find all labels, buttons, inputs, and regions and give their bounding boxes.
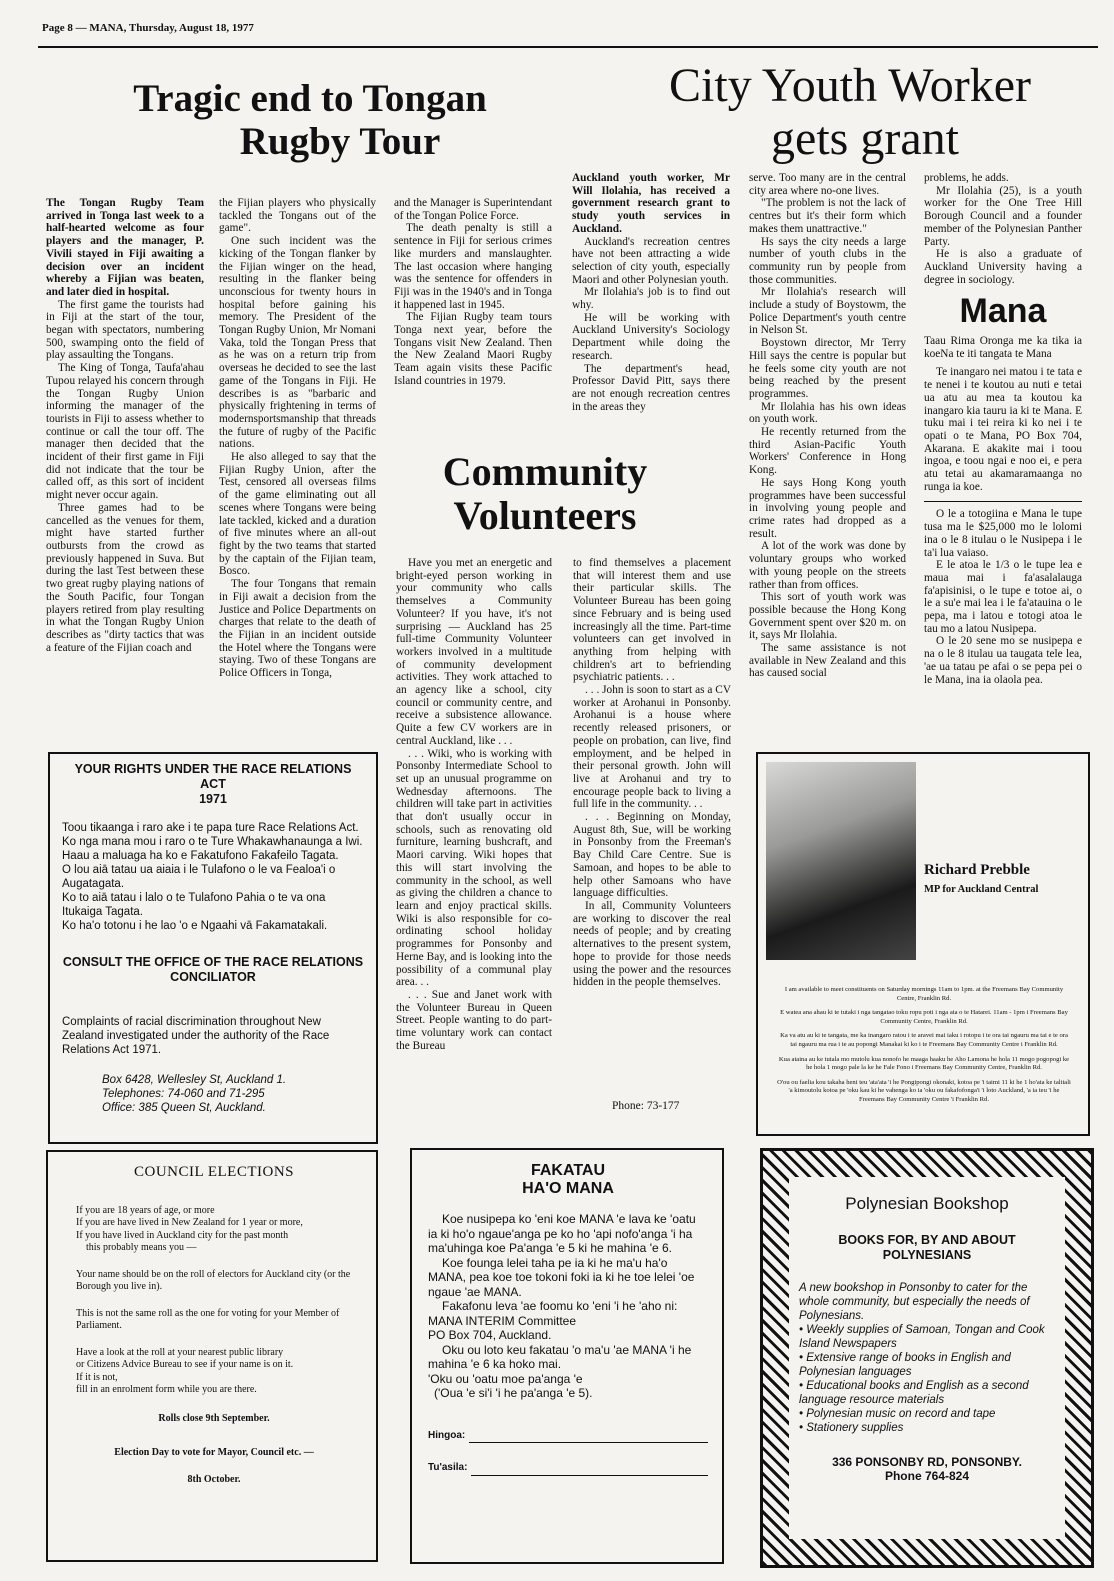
prebble-line: Ka va atu au ki te tangata, me ka inangaro ratou i te aravei mai iaku i rotopu i te ora tai ngauru ma tai e te ora tai ngauru ma rua i te au popongi Manakai ki ko i te Freemans Bay Community Centre i Franklin Rd. (780, 1032, 1068, 1048)
race-line: O lou aiā tatau ua aiaia i le Tulafono o le va Fealoa'i o Augatagata. (62, 864, 336, 890)
bookshop-intro: A new bookshop in Ponsonby to cater for the whole community, but especially the needs of Polynesians. (799, 1282, 1030, 1322)
youth-paragraph: This sort of youth work was possible because the Hong Kong Government spent over $20 m. on it, says Mr Ilolahia. (749, 591, 906, 642)
community-headline-line2: Volunteers (453, 493, 637, 538)
youth-column-2 (749, 172, 906, 680)
youth-paragraph: He is also a graduate of Auckland University having a degree in sociology. (924, 248, 1082, 286)
mana-column (924, 335, 1082, 686)
bookshop-phone: Phone 764-824 (884, 1469, 970, 1483)
youth-paragraph: problems, he adds. (924, 172, 1009, 184)
race-line: Haau a maluaga ha ko e Fakatufono Fakafeilo Tagata. (62, 850, 339, 862)
bookshop-address: 336 PONSONBY RD, PONSONBY. (832, 1455, 1022, 1469)
prebble-text (776, 986, 1072, 1105)
youth-paragraph: The department's head, Professor David Pitt, says there are not enough recreation centres in the areas they (572, 362, 730, 413)
tongan-paragraph: the Fijian players who physically tackled the Tongans out of the game". (219, 197, 376, 235)
mana-paragraph: O le 20 sene mo se nusipepa e na o le 8 itulau ua taugata tele lea, 'ae ua tatau pe afai o se pepa pei o le Mana, ina ia olaola pea. (924, 635, 1082, 686)
youth-paragraph: Mr Ilolahia has his own ideas on youth work. (749, 400, 906, 426)
community-paragraph: . . . Beginning on Monday, August 8th, Sue, will be working in Ponsonby from the Freeman's Bay Child Care Centre. Sue is Samoan, and hopes to be able to help other Samoans who have language difficulties. (573, 811, 731, 900)
youth-paragraph: The same assistance is not available in New Zealand and this has caused social (749, 642, 906, 680)
bookshop-item: • Weekly supplies of Samoan, Tongan and Cook Island Newspapers (799, 1324, 1045, 1350)
bookshop-item: • Stationery supplies (799, 1422, 904, 1434)
fakatau-title-line1: FAKATAU (530, 1162, 606, 1179)
header-rule (38, 46, 1098, 48)
tongan-paragraph: The four Tongans that remain in Fiji await a decision from the Justice and Police Departments on charges that relate to the death of the Fijian in an incident outside the Hotel where the Tongans were staying. Two of these Tongans are Police Officers in Tonga, (219, 578, 376, 680)
fakatau-name-field[interactable] (469, 1432, 708, 1443)
youth-headline-line1: City Youth Worker (669, 59, 1031, 112)
race-consult-line2: CONCILIATOR (170, 970, 256, 984)
youth-paragraph: serve. Too many are in the central city area where no-one lives. (749, 172, 906, 197)
community-paragraph: . . . Wiki, who is working with Ponsonby Intermediate School to set up an unusual programme on Wednesday afternoons. The children will take part in activities that don't usually occur in schools, such as renovating old furniture, learning bushcraft, and Maori carving. Wiki hopes that this will start involving the community in the school, as well as giving the children a chance to learn and enjoy practical skills. Wiki is also responsible for co-ordinating school holiday programmes for Ponsonby and Herne Bay, and is looking into the possibility of a communal play area. . . (396, 747, 552, 989)
youth-paragraph: Auckland's recreation centres have not been attracting a wide selection of city youth, especially Maori and other Polynesian youth. (572, 235, 730, 286)
fakatau-address-row (428, 1461, 708, 1476)
fakatau-paragraph: 'Oku ou 'oatu moe pa'anga 'e (428, 1371, 583, 1386)
page-header: Page 8 — MANA, Thursday, August 18, 1977 (42, 22, 254, 34)
fakatau-title (428, 1162, 708, 1198)
community-headline-line1: Community (442, 449, 648, 494)
council-line: this probably means you — (86, 1242, 197, 1253)
council-look: Have a look at the roll at your nearest public library (76, 1346, 284, 1358)
youth-column-1 (572, 172, 730, 413)
mana-paragraph: Taau Rima Oronga me ka tika ia koeNa te iti tangata te Mana (924, 335, 1082, 360)
youth-paragraph: He will be working with Auckland University's Sociology Department while doing the research. (572, 311, 730, 362)
fakatau-name-row (428, 1429, 708, 1444)
youth-paragraph: Mr Ilolahia's research will include a study of Boystowm, the Police Department's youth centre in Nelson St. (749, 286, 906, 337)
community-paragraph: . . . Sue and Janet work with the Volunteer Bureau in Queen Street. People wanting to do part-time voluntary work can contact the Bureau (396, 988, 552, 1052)
council-election-day: Election Day to vote for Mayor, Council etc. — (114, 1447, 314, 1458)
council-notsame: This is not the same roll as the one for voting for your Member of Parliament. (76, 1307, 340, 1331)
mana-title: Mana (959, 292, 1047, 330)
mana-paragraph: Te inangaro nei matou i te tata e te nenei i te koutou au nuti e tetai ua atu au mea ta koutou ka inangaro kia tauru ia ki te Mana. E tuku mai i tei reira ki ko nei i te opati o te Mana, PO Box 704, Akarana. E akakite mai i toou ingoa, e toou ngai e noo ei, e pera atu tetai au akamaramaanga no runga ia koe. (924, 366, 1082, 493)
race-complaints: Complaints of racial discrimination throughout New Zealand investigated under the authority of the Race Relations Act 1971. (62, 1016, 330, 1056)
youth-lead: Auckland youth worker, Mr Will Ilolahia, has received a government research grant to study youth services in Auckland. (572, 172, 730, 235)
race-line: Ko to aiā tatau i lalo o te Tulafono Pahia o te va ona Itukaiga Tagata. (62, 892, 326, 918)
mana-divider (924, 501, 1082, 502)
race-relations-box (48, 752, 378, 1144)
prebble-role: MP for Auckland Central (924, 884, 1039, 895)
council-date: 8th October. (187, 1473, 241, 1485)
youth-paragraph: "The problem is not the lack of centres but it's their form which makes them unattractive." (749, 197, 906, 235)
council-roll: Your name should be on the roll of electors for Auckland city (or the Borough you live in). (76, 1268, 351, 1292)
prebble-ad (756, 752, 1090, 1136)
bookshop-item: • Educational books and English as a second language resource materials (799, 1380, 1029, 1406)
youth-paragraph: Mr Ilolahia (25), is a youth worker for the One Tree Hill Borough Council and a founder member of the Polynesian Panther Party. (924, 184, 1082, 248)
mana-paragraph: E le atoa le 1/3 o le tupe lea e maua mai i fa'asalalauga fa'apisinisi, o le tupe e totoe ai, o le a su'e mai lea i le fa'atauina o le pepa, ma i latou e totogi atoa le tau mo a latou Nusipepa. (924, 559, 1082, 635)
prebble-line: I am available to meet constituents on Saturday mornings 11am to 1pm. at the Freemans Bay Community Centre, Franklin Rd. (784, 986, 1064, 1002)
bookshop-ad (789, 1177, 1065, 1539)
council-line: If you have lived in Auckland city for the past month (76, 1229, 289, 1241)
tongan-paragraph: The King of Tonga, Taufa'ahau Tupou relayed his concern through the Tongan Rugby Union informing the manager of the tourists in Fiji to assess whether to continue or call the tour off. The manager then decided that the incident of their first game in Fiji did not indicate that the tour be called off, as this sort of incident might never occur again. (46, 362, 204, 502)
community-paragraph: to find themselves a placement that will interest them and use their particular skills. The Volunteer Bureau has been going since February and is being used increasingly all the time. Part-time volunteers can get involved in anything from helping with children's art to befriending psychiatric patients. . . (573, 557, 731, 684)
community-phone: Phone: 73-177 (612, 1100, 680, 1112)
council-rolls-close: Rolls close 9th September. (158, 1412, 270, 1424)
fakatau-box (410, 1148, 724, 1564)
tongan-headline-line2: Rugby Tour (239, 119, 441, 163)
youth-paragraph: Hs says the city needs a large number of youth clubs in the community run by people from those communities. (749, 235, 906, 286)
race-title-line1: YOUR RIGHTS UNDER THE RACE RELATIONS ACT (74, 762, 352, 791)
race-line: Ko ha'o totonu i he lao 'o e Ngaahi vā Fakamatakali. (62, 920, 328, 932)
community-column-1 (396, 557, 552, 1052)
prebble-line: O'ou ou faelia kou takaha heni teu 'ata'ata 'i he Pongipongi okonaki, kotoa pe 'i taimi 11 ki he 1 ho'ata ke talitali 'a kimoutolu kotoa pe 'oku kau ki he vahenga ko ia 'oku ou fakafofonga'i 'i loto Auckland, 'a ia teu 'i he Freemans Bay Community Centre 'i Franklin Rd. (777, 1078, 1071, 1103)
council-elections-box (46, 1150, 378, 1562)
council-look: or Citizens Advice Bureau to see if your name is on it. (76, 1359, 294, 1370)
fakatau-title-line2: HA'O MANA (522, 1180, 614, 1197)
race-relations-title (62, 762, 364, 807)
fakatau-address-label: Tu'asila: (428, 1462, 468, 1473)
tongan-paragraph: The first game the tourists had in Fiji at the start of the tour, began with spectators, numbering 500, swamping onto the field of play assaulting the Tongans. (46, 298, 204, 362)
community-paragraph: In all, Community Volunteers are working to discover the real needs of people; and by creating alternatives to the present system, hope to provide for those needs using the power and the resources hidden in the people themselves. (573, 899, 731, 989)
council-title: COUNCIL ELECTIONS (133, 1164, 295, 1180)
race-address-line: Telephones: 74-060 and 71-295 (102, 1088, 265, 1100)
fakatau-address: MANA INTERIM Committee (428, 1313, 577, 1328)
fakatau-paragraph: Fakafonu leva 'ae foomu ko 'eni 'i he 'aho ni: (442, 1299, 678, 1313)
tongan-lead: The Tongan Rugby Team arrived in Tonga last week to a half-hearted welcome as four players and the manager, P. Vivili stayed in Fiji awaiting a decision over an incident whereby a Fijian was beaten, and later died in hospital. (46, 197, 204, 298)
race-line: Ko nga mana mou i raro o te Ture Whakawhanaunga a Iwi. (62, 836, 363, 848)
council-look: If it is not, (76, 1371, 118, 1383)
community-paragraph: Have you met an energetic and bright-eyed person working in your community who calls themselves a Community Volunteer? If you have, it's not surprising — Auckland has 25 full-time Community Volunteer workers involved in a multitude of community development activities. They work attached to an agency like a school, city council or community centre, and receive a subsistence allowance. Quite a few CV workers are in central Auckland, like . . . (396, 557, 552, 747)
tongan-headline (100, 78, 520, 164)
community-headline (420, 450, 670, 538)
fakatau-paragraph: Koe founga lelei taha pe ia ki he ma'u ha'o MANA, pea koe toe tokoni foki ia ki he toe lelei 'oe ngaue 'ae MANA. (428, 1255, 695, 1299)
council-line: If you are have lived in New Zealand for 1 year or more, (76, 1217, 303, 1228)
council-look: fill in an enrolment form while you are there. (76, 1384, 257, 1395)
race-consult-line1: CONSULT THE OFFICE OF THE RACE RELATIONS (62, 955, 364, 969)
race-languages (62, 821, 364, 933)
youth-paragraph: He recently returned from the third Asian-Pacific Youth Workers' Conference in Hong Kong. (749, 426, 906, 477)
bookshop-item: • Polynesian music on record and tape (799, 1408, 996, 1420)
tongan-headline-line1: Tragic end to Tongan (133, 77, 487, 120)
race-address (62, 1073, 364, 1115)
prebble-name: Richard Prebble (924, 862, 1030, 878)
bookshop-border (760, 1148, 1094, 1568)
prebble-line: Kua ataina au ke tutala mo mutolu kua nonofo he maaga haaku he Aho Lamona he hola 11 mogo pogopogi ke he hola 1 mogo pale la ke he Fale Fono i Freemans Bay Community Centre, Franklin Rd. (778, 1055, 1070, 1072)
tongan-paragraph: Three games had to be cancelled as the venues for them, might have started further outbursts from the crowd as previously happened in Suva. But during the last Test between these two great rugby playing nations of the South Pacific, four Tongan players retired from play resulting in what the Tongan Rugby Union describes as "dirty tactics that was a feature of the Fijian coach and (46, 501, 204, 654)
bookshop-item: • Extensive range of books in English and Polynesian languages (799, 1352, 1011, 1378)
bookshop-subtitle-line2: POLYNESIANS (882, 1248, 972, 1262)
fakatau-paragraph: Oku ou loto keu fakatau 'o ma'u 'ae MANA 'i he mahina 'e 6 ka hoko mai. (428, 1342, 692, 1371)
bookshop-title: Polynesian Bookshop (845, 1194, 1009, 1213)
race-line: Toou tikaanga i raro ake i te papa ture Race Relations Act. (62, 822, 359, 834)
mana-paragraph: O le a totogiina e Mana le tupe tusa ma le $25,000 mo le lolomi ina o le 8 itulau o le Nusipepa i le ta'i lua vaiaso. (924, 508, 1082, 559)
tongan-column-1 (46, 197, 204, 654)
youth-paragraph: A lot of the work was done by voluntary groups who worked with young people on the streets rather than from offices. (749, 540, 906, 591)
youth-headline (600, 60, 1100, 166)
bookshop-subtitle (799, 1233, 1055, 1263)
community-paragraph: . . . John is soon to start as a CV worker at Arohanui in Ponsonby. Arohanui is a house where recently released prisoners, or people on probation, can live, find employment, and be helped in their personal growth. John will live at Arohanui and try to encourage people back to living a full life in the community. . . (573, 684, 731, 811)
youth-paragraph: Mr Ilolahia's job is to find out why. (572, 286, 730, 312)
youth-headline-line2: gets grant (771, 111, 959, 165)
tongan-paragraph: He also alleged to say that the Fijian Rugby Union, after the Test, censored all overseas films of the game eliminating out all scenes where Tongans were being late tackled, kicked and a duration of five minutes where an all-out fight by the two teams that started by the captain of the Fijian team, Bosco. (219, 451, 376, 578)
tongan-paragraph: and the Manager is Superintendant of the Tongan Police Force. (394, 197, 552, 222)
council-line: If you are 18 years of age, or more (76, 1204, 215, 1216)
race-consult (62, 955, 364, 985)
youth-paragraph: Boystown director, Mr Terry Hill says the centre is popular but he feels some city youth are not being reached by the present programmes. (749, 337, 906, 400)
tongan-column-3 (394, 197, 552, 388)
race-address-line: Box 6428, Wellesley St, Auckland 1. (102, 1074, 287, 1086)
youth-paragraph: He says Hong Kong youth programmes have been successful in involving young people and crime rates had dropped as a result. (749, 476, 906, 540)
youth-column-3 (924, 172, 1082, 286)
fakatau-paragraph: ('Oua 'e si'i 'i he pa'anga 'e 5). (434, 1386, 593, 1400)
community-column-2 (573, 557, 731, 989)
tongan-paragraph: The death penalty is still a sentence in Fiji for serious crimes like murders and manslaughter. The last occasion where hanging was the sentence for offenders in Fiji was in the 1940's and in Tonga it happened last in 1945. (394, 222, 552, 311)
race-title-line2: 1971 (199, 792, 227, 806)
bookshop-subtitle-line1: BOOKS FOR, BY AND ABOUT (838, 1233, 1016, 1247)
fakatau-paragraph: Koe nusipepa ko 'eni koe MANA 'e lava ke 'oatu ia ki ho'o ngaue'anga pe ko ho 'api nofo'anga 'i ha ma'uhinga koe Pa'anga 'e 5 ki he mahina 'e 6. (428, 1212, 696, 1255)
fakatau-name-label: Hingoa: (428, 1429, 466, 1441)
fakatau-address-field[interactable] (471, 1465, 708, 1476)
prebble-photo (766, 762, 916, 960)
tongan-column-2 (219, 197, 376, 680)
fakatau-address: PO Box 704, Auckland. (428, 1328, 552, 1342)
tongan-paragraph: One such incident was the kicking of the Tongan flanker by the Fijian winger on the head, resulting in the flanker being unconscious for twenty hours in hospital before gaining his memory. The President of the Tongan Rugby Union, Mr Nomani Vaka, told the Tongan Press that as he was on a return trip from overseas he decided to see the last game of the Tongans in Fiji. He describes is as "barbaric and physically frightening in terms of modernsportsmanship that threads the future of rugby of the Pacific nations. (219, 235, 376, 451)
tongan-paragraph: The Fijian Rugby team tours Tonga next year, before the Tongans visit New Zealand. Then the New Zealand Maori Rugby Team again visits these Pacific Island countries in 1979. (394, 311, 552, 387)
prebble-line: E watea ana ahau ki te tutaki i nga tangatao toku ropu poti i nga ata o te Hatarei. 11am - 1pm i Freemans Bay Community Centre, Franklin Rd. (780, 1009, 1068, 1025)
race-address-line: Office: 385 Queen St, Auckland. (102, 1102, 266, 1114)
